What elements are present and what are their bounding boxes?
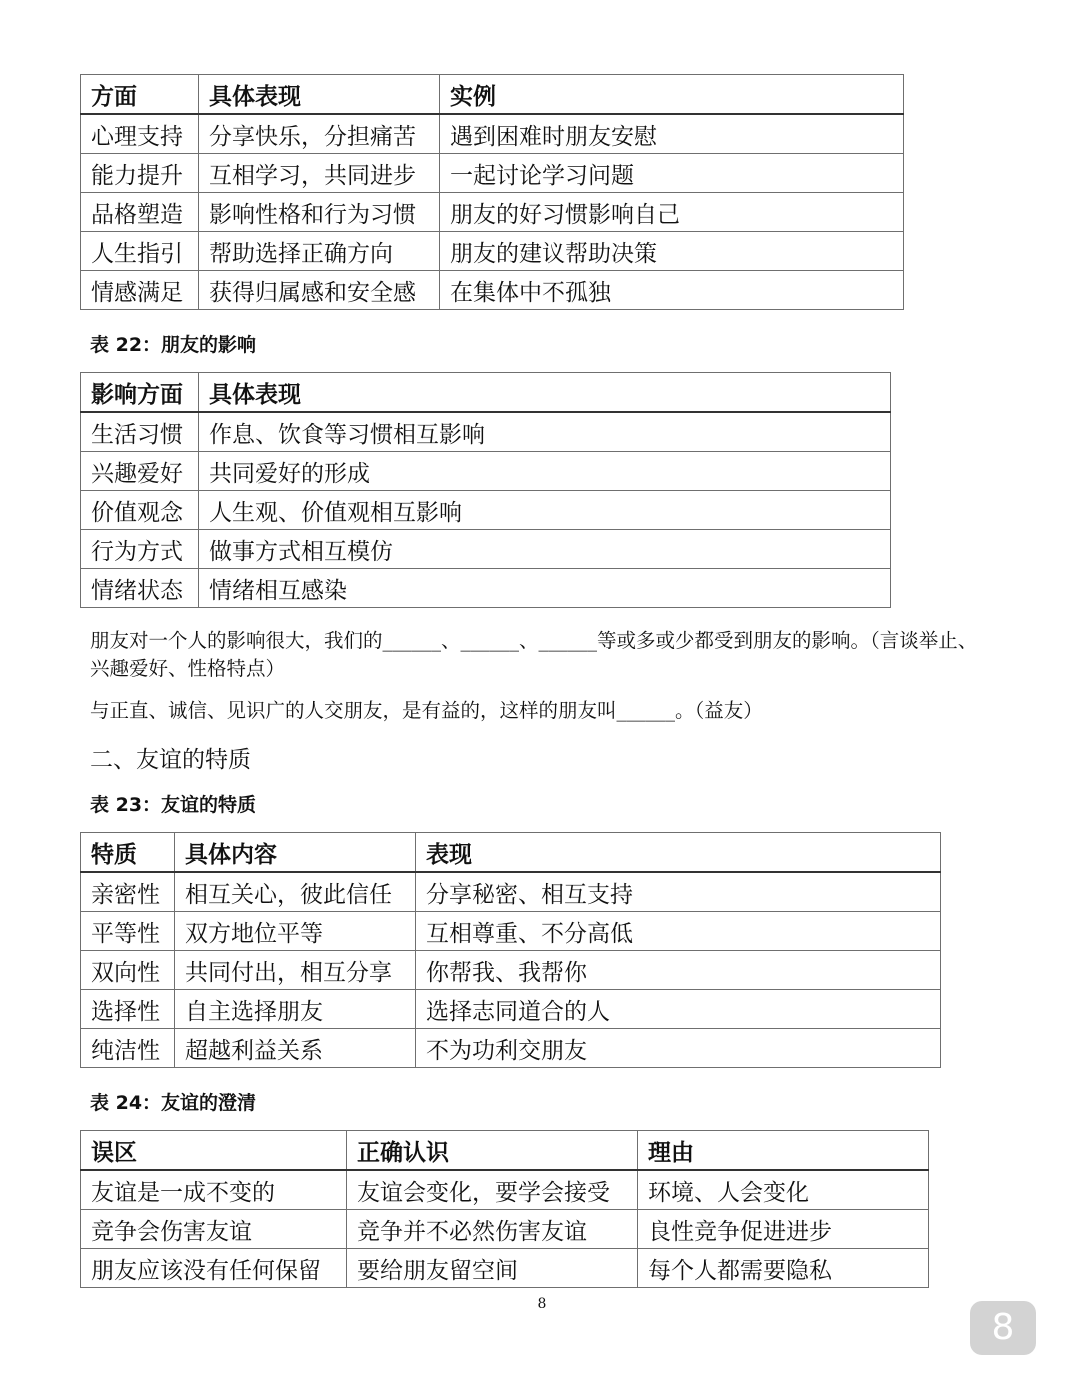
table-cell: 作息、饮食等习惯相互影响 (199, 412, 891, 452)
table-cell: 人生指引 (81, 232, 199, 271)
table-header-cell: 具体表现 (199, 75, 440, 115)
table-header-cell: 实例 (440, 75, 904, 115)
table-cell: 选择性 (81, 990, 175, 1029)
table-header-cell: 特质 (81, 833, 175, 873)
table-cell: 做事方式相互模仿 (199, 530, 891, 569)
table-23-caption: 表 23：友谊的特质 (90, 794, 257, 816)
table-cell: 互相学习，共同进步 (199, 154, 440, 193)
table-cell: 环境、人会变化 (638, 1170, 929, 1210)
table-row (81, 193, 904, 232)
table-cell: 共同付出，相互分享 (175, 951, 416, 990)
table-row (81, 1029, 941, 1068)
table-cell: 分享快乐，分担痛苦 (199, 114, 440, 154)
table-header-cell: 具体表现 (199, 373, 891, 413)
table-header-row (81, 373, 891, 413)
table-row (81, 872, 941, 912)
table-cell: 良性竞争促进进步 (638, 1210, 929, 1249)
table-header-cell: 影响方面 (81, 373, 199, 413)
table-22 (80, 372, 891, 608)
table-cell: 获得归属感和安全感 (199, 271, 440, 310)
table-cell: 共同爱好的形成 (199, 452, 891, 491)
table-cell: 人生观、价值观相互影响 (199, 491, 891, 530)
table-cell: 双向性 (81, 951, 175, 990)
table-row (81, 530, 891, 569)
table-cell: 心理支持 (81, 114, 199, 154)
table-cell: 友谊会变化，要学会接受 (347, 1170, 638, 1210)
table-cell: 价值观念 (81, 491, 199, 530)
table-cell: 每个人都需要隐私 (638, 1249, 929, 1288)
table-cell: 情绪状态 (81, 569, 199, 608)
table-row (81, 1249, 929, 1288)
table-row (81, 412, 891, 452)
table-row (81, 154, 904, 193)
table-row (81, 912, 941, 951)
table-cell: 生活习惯 (81, 412, 199, 452)
table-header-row (81, 833, 941, 873)
fill-in-paragraph: 朋友对一个人的影响很大，我们的______、______、______等或多或少都受到朋友的影响。（言谈举止、兴趣爱好、性格特点） (90, 629, 978, 680)
table-cell: 分享秘密、相互支持 (416, 872, 941, 912)
table-header-cell: 理由 (638, 1131, 929, 1171)
table-header-cell: 正确认识 (347, 1131, 638, 1171)
table-cell: 兴趣爱好 (81, 452, 199, 491)
table-row (81, 1170, 929, 1210)
table-row (81, 990, 941, 1029)
table-cell: 相互关心，彼此信任 (175, 872, 416, 912)
table-row (81, 114, 904, 154)
page-badge: 8 (970, 1301, 1036, 1355)
table-row (81, 271, 904, 310)
table-cell: 一起讨论学习问题 (440, 154, 904, 193)
table-cell: 朋友应该没有任何保留 (81, 1249, 347, 1288)
section-title: 二、友谊的特质 (90, 747, 251, 773)
table-cell: 帮助选择正确方向 (199, 232, 440, 271)
table-cell: 竞争会伤害友谊 (81, 1210, 347, 1249)
table-cell: 竞争并不必然伤害友谊 (347, 1210, 638, 1249)
table-cell: 选择志同道合的人 (416, 990, 941, 1029)
table-cell: 要给朋友留空间 (347, 1249, 638, 1288)
table-cell: 互相尊重、不分高低 (416, 912, 941, 951)
table-cell: 朋友的建议帮助决策 (440, 232, 904, 271)
table-cell: 亲密性 (81, 872, 175, 912)
table-row (81, 491, 891, 530)
table-22-caption: 表 22：朋友的影响 (90, 334, 257, 356)
table-cell: 平等性 (81, 912, 175, 951)
table-cell: 情绪相互感染 (199, 569, 891, 608)
table-cell: 影响性格和行为习惯 (199, 193, 440, 232)
table-cell: 超越利益关系 (175, 1029, 416, 1068)
page-number: 8 (537, 1296, 547, 1312)
fill-in-paragraph: 与正直、诚信、见识广的人交朋友，是有益的，这样的朋友叫______。（益友） (90, 699, 763, 722)
table-cell: 品格塑造 (81, 193, 199, 232)
table-cell: 行为方式 (81, 530, 199, 569)
table-row (81, 569, 891, 608)
table-header-cell: 误区 (81, 1131, 347, 1171)
table-cell: 朋友的好习惯影响自己 (440, 193, 904, 232)
table-header-cell: 具体内容 (175, 833, 416, 873)
table-cell: 能力提升 (81, 154, 199, 193)
table-cell: 在集体中不孤独 (440, 271, 904, 310)
table-row (81, 452, 891, 491)
table-row (81, 951, 941, 990)
table-cell: 情感满足 (81, 271, 199, 310)
table-header-cell: 方面 (81, 75, 199, 115)
table-cell: 不为功利交朋友 (416, 1029, 941, 1068)
table-row (81, 1210, 929, 1249)
table-header-row (81, 75, 904, 115)
table-cell: 纯洁性 (81, 1029, 175, 1068)
table-header-row (81, 1131, 929, 1171)
table-23 (80, 832, 941, 1068)
table-row (81, 232, 904, 271)
table-24 (80, 1130, 929, 1288)
table-cell: 双方地位平等 (175, 912, 416, 951)
table-cell: 自主选择朋友 (175, 990, 416, 1029)
table-cell: 友谊是一成不变的 (81, 1170, 347, 1210)
table-cell: 遇到困难时朋友安慰 (440, 114, 904, 154)
table-header-cell: 表现 (416, 833, 941, 873)
table-24-caption: 表 24：友谊的澄清 (90, 1092, 257, 1114)
table-cell: 你帮我、我帮你 (416, 951, 941, 990)
table-21 (80, 74, 904, 310)
